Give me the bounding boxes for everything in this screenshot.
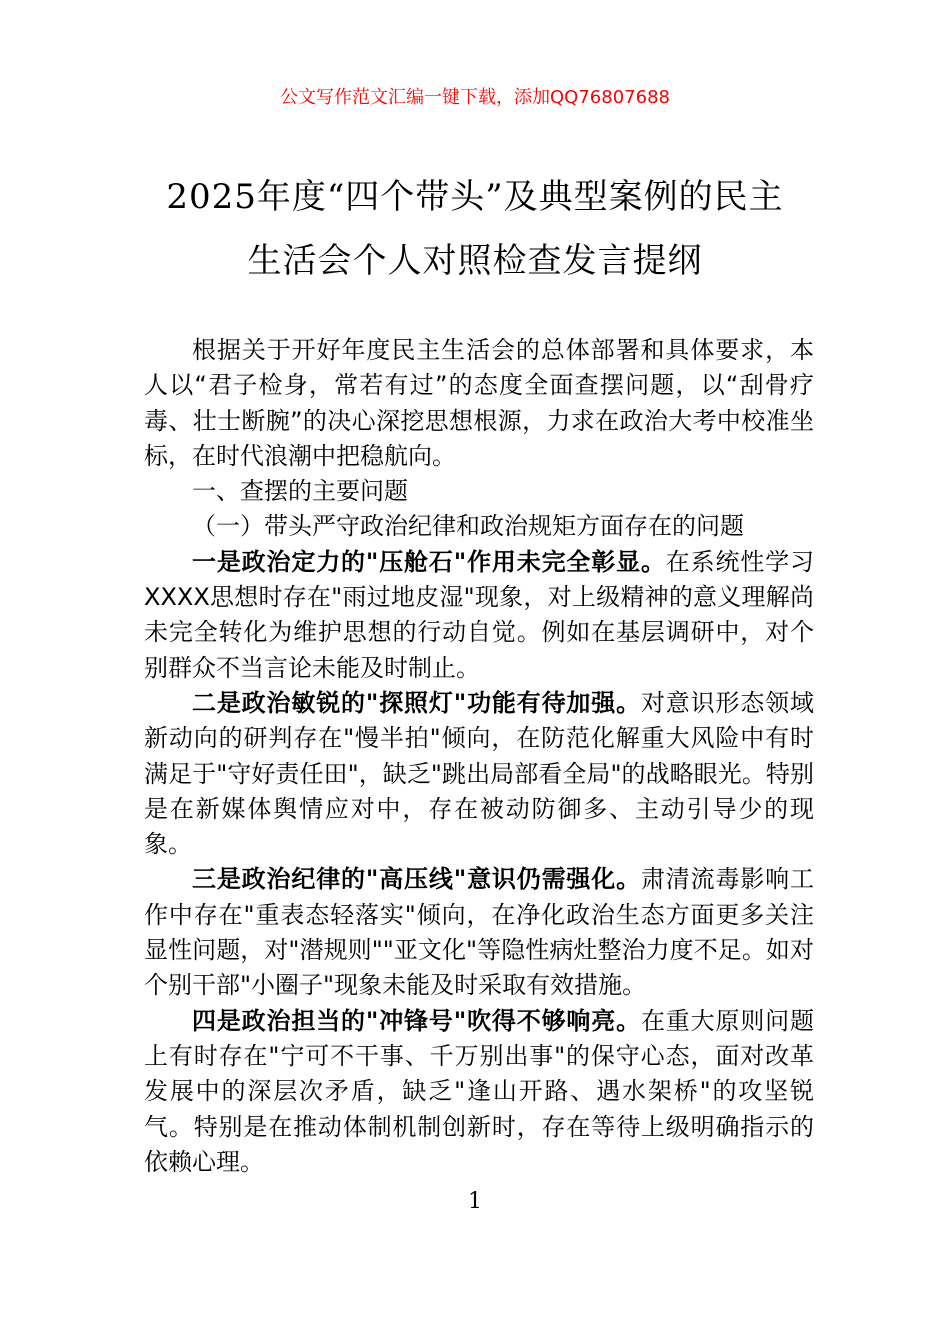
document-title [60, 165, 890, 293]
point-lead: 二是政治敏锐的"探照灯"功能有待加强。 [192, 688, 641, 717]
title-line-1: 2025年度“四个带头”及典型案例的民主 [166, 177, 784, 217]
point-text: 在重大原则问题上有时存在"宁可不干事、千万别出事"的保守心态，面对改革发展中的深层次矛盾，缺乏"逢山开路、遇水架桥"的攻坚锐气。特别是在推动体制机制创新时，存在等待上级明确指示的依赖心理。 [144, 1006, 815, 1176]
header-note: 公文写作范文汇编一键下载，添加QQ76807688 [280, 87, 670, 108]
subsection-heading: （一）带头严守政治纪律和政治规矩方面存在的问题 [192, 512, 744, 541]
point-text: 在系统性学习XXXX思想时存在"雨过地皮湿"现象，对上级精神的意义理解尚未完全转化为维护思想的行动自觉。例如在基层调研中，对个别群众不当言论未能及时制止。 [144, 547, 814, 682]
point-lead: 三是政治纪律的"高压线"意识仍需强化。 [192, 865, 641, 894]
document-body [144, 333, 814, 1180]
problem-point-3 [144, 862, 814, 1003]
point-text: 肃清流毒影响工作中存在"重表态轻落实"倾向，在净化政治生态方面更多关注显性问题，对"潜规则""亚文化"等隐性病灶整治力度不足。如对个别干部"小圈子"现象未能及时采取有效措施。 [144, 865, 815, 1000]
intro-paragraph: 根据关于开好年度民主生活会的总体部署和具体要求，本人以“君子检身，常若有过”的态度全面查摆问题，以“刮骨疗毒、壮士断腕”的决心深挖思想根源，力求在政治大考中校准坐标，在时代浪潮中把稳航向。 [144, 336, 814, 470]
problem-point-1 [144, 545, 814, 686]
point-lead: 一是政治定力的"压舱石"作用未完全彰显。 [192, 547, 666, 576]
problem-point-2 [144, 686, 814, 862]
title-line-2: 生活会个人对照检查发言提纲 [247, 241, 703, 281]
problem-point-4 [144, 1004, 814, 1180]
section-heading: 一、查摆的主要问题 [192, 477, 408, 506]
page-number: 1 [468, 1189, 482, 1214]
point-lead: 四是政治担当的"冲锋号"吹得不够响亮。 [192, 1006, 641, 1035]
point-text: 对意识形态领域新动向的研判存在"慢半拍"倾向，在防范化解重大风险中有时满足于"守好责任田"，缺乏"跳出局部看全局"的战略眼光。特别是在新媒体舆情应对中，存在被动防御多、主动引导少的现象。 [144, 688, 815, 859]
